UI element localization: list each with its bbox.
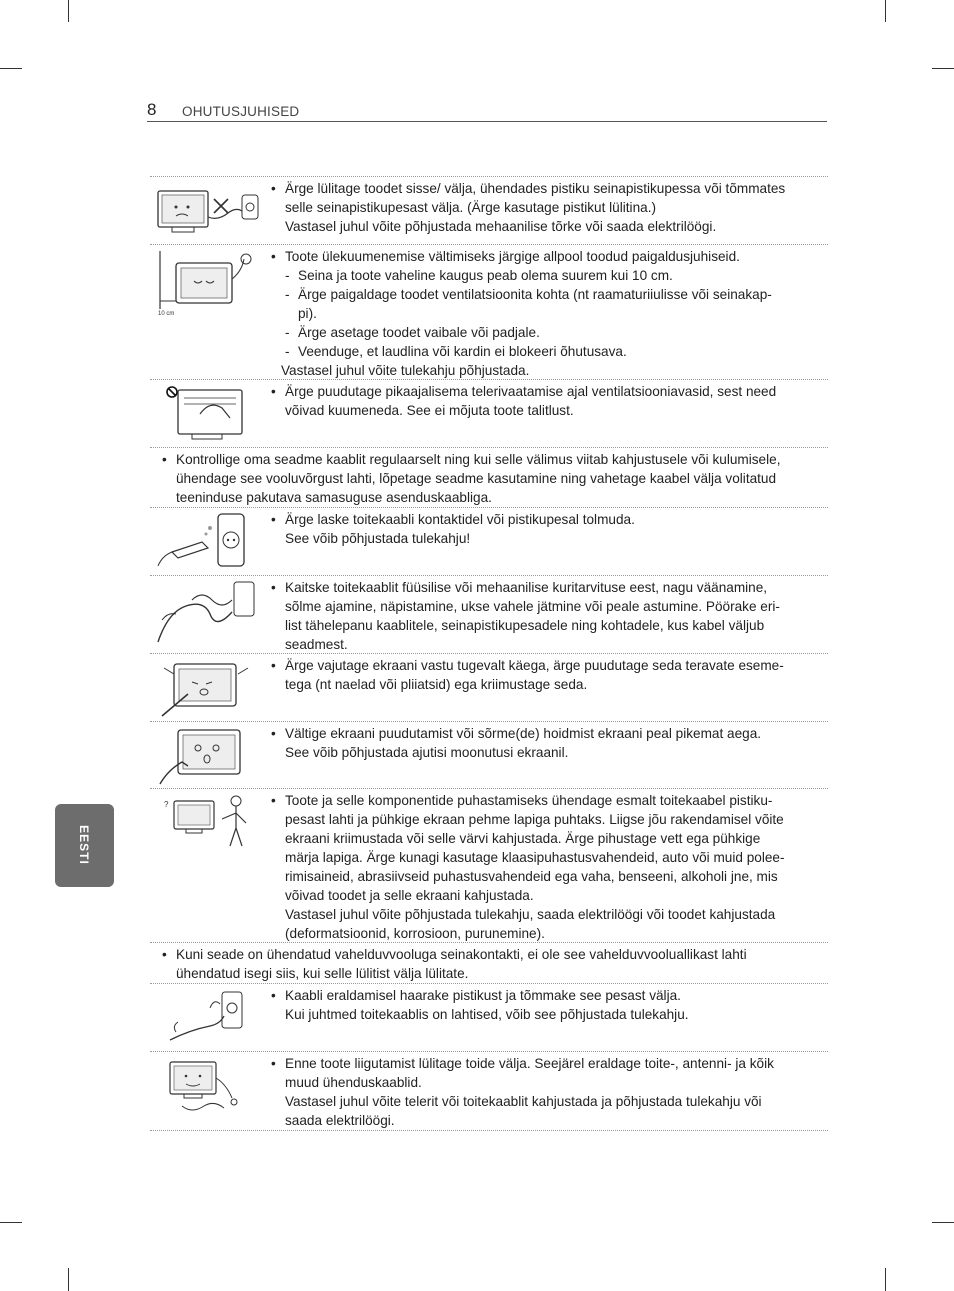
safety-text: • Kaabli eraldamisel haarake pistikust ja tõmmake see pesast välja. Kui juhtmed toitekaablis on lahtised, võib see põhjustada tulekahju. bbox=[271, 986, 816, 1024]
ventilation-illustration bbox=[152, 249, 264, 321]
safety-text: • Toote ja selle komponentide puhastamiseks ühendage esmalt toitekaabel pistiku- pesast lahti ja pühkige ekraan pehme lapiga puhtaks. Liigse jõu rakendamisel võite ekraani kriimustada või selle värvi kahjustada. Ärge pihustage vett ega pühkige märja lapiga. Ärge kunagi kasutage klaasipuhastusvahendeid, auto või muid polee- rimisaineid, abrasiivseid puhastusvahendeid ega vaha, benseeni, alkoholi jne, mis võivad toodet ja selle ekraani kahjustada. Vastasel juhul võite põhjustada tulekahju, saada elektrilöögi või toodet kahjustada (deformatsioonid, korrosioon, purunemine). bbox=[271, 791, 816, 943]
cable-twist-illustration bbox=[152, 580, 264, 648]
safety-item bbox=[150, 1051, 828, 1131]
header-divider bbox=[147, 121, 827, 122]
crop-mark bbox=[885, 1268, 886, 1291]
crop-mark bbox=[932, 1222, 954, 1223]
vent-no-touch-illustration bbox=[152, 384, 264, 444]
safety-item bbox=[150, 244, 828, 379]
crop-mark bbox=[68, 1268, 69, 1291]
tv-plug-illustration bbox=[152, 181, 264, 241]
safety-item bbox=[150, 788, 828, 942]
safety-item bbox=[150, 983, 828, 1051]
language-tab bbox=[55, 804, 114, 887]
move-tv-illustration bbox=[152, 1056, 264, 1116]
crop-mark bbox=[885, 0, 886, 22]
safety-item bbox=[150, 447, 828, 507]
crop-mark bbox=[0, 1222, 22, 1223]
crop-mark bbox=[932, 68, 954, 69]
safety-text: • Ärge laske toitekaabli kontaktidel või pistikupesal tolmuda. See võib põhjustada tulekahju! bbox=[271, 510, 816, 548]
safety-item bbox=[150, 942, 828, 983]
safety-text: • Kontrollige oma seadme kaablit regulaarselt ning kui selle välimus viitab kahjustusele või kulumisele, ühendage see vooluvõrgust lahti, lõpetage seadme kasutamine ning vahetage kaabel välja volitatud teeninduse pakutava samasuguse asenduskaabliga. bbox=[162, 450, 816, 507]
section-title: OHUTUSJUHISED bbox=[182, 104, 300, 119]
safety-item bbox=[150, 653, 828, 721]
page-number: 8 bbox=[147, 100, 157, 119]
safety-text: • Ärge lülitage toodet sisse/ välja, ühendades pistiku seinapistikupessa või tõmmates selle seinapistikupesast välja. (Ärge kasutage pistikut lülitina.) Vastasel juhul võite põhjustada mehaanilise tõrke või saada elektrilöögi. bbox=[271, 179, 816, 236]
unplug-grip-illustration bbox=[152, 988, 264, 1048]
safety-item bbox=[150, 721, 828, 788]
crop-mark bbox=[0, 68, 22, 69]
safety-item bbox=[150, 176, 828, 244]
safety-text: • Enne toote liigutamist lülitage toide välja. Seejärel eraldage toite-, antenni- ja kõik muud ühenduskaablid. Vastasel juhul võite telerit või toitekaablit kahjustada ja põhjustada tulekahju või saada elektrilöögi. bbox=[271, 1054, 816, 1130]
crop-mark bbox=[68, 0, 69, 22]
safety-item bbox=[150, 575, 828, 653]
safety-text: • Vältige ekraani puudutamist või sõrme(de) hoidmist ekraani peal pikemat aega. See võib põhjustada ajutisi moonutusi ekraanil. bbox=[271, 724, 816, 762]
cleaning-illustration bbox=[152, 793, 264, 853]
safety-item bbox=[150, 507, 828, 575]
safety-text: • Kaitske toitekaablit füüsilise või mehaanilise kuritarvituse eest, nagu väänamine, sõlme ajamine, näpistamine, ukse vahele jätmine või peale astumine. Pöörake eri- list tähelepanu kaablitele, seinapistikupesadele ning kohtadele, kus kabel väljub seadmest. bbox=[271, 578, 816, 654]
svg-text:?: ? bbox=[164, 800, 169, 809]
safety-item bbox=[150, 379, 828, 447]
safety-text: • Kuni seade on ühendatud vahelduvvooluga seinakontakti, ei ole see vahelduvvooluallikast lahti ühendatud isegi siis, kui selle lülitist välja lülitate. bbox=[162, 945, 816, 983]
language-tab-label: EESTI bbox=[77, 825, 91, 865]
dusty-plug-illustration bbox=[152, 512, 264, 572]
finger-screen-illustration bbox=[152, 726, 264, 786]
safety-text: • Toote ülekuumenemise vältimiseks järgige allpool toodud paigaldusjuhiseid. - Seina ja toote vaheline kaugus peab olema suurem kui 10 cm. - Ärge paigaldage toodet ventilatsioonita kohta (nt raamaturiiulisse või seinakap- pi). - Ärge asetage toodet vaibale või padjale. - Veenduge, et laudlina või kardin ei blokeeri õhutusava. Vastasel juhul võite tulekahju põhjustada. bbox=[271, 247, 816, 380]
safety-text: • Ärge puudutage pikaajalisema telerivaatamise ajal ventilatsiooniavasid, sest need võivad kuumeneda. See ei mõjuta toote talitlust. bbox=[271, 382, 816, 420]
distance-label: 10 cm bbox=[158, 311, 175, 317]
screen-press-illustration bbox=[152, 658, 264, 718]
safety-text: • Ärge vajutage ekraani vastu tugevalt käega, ärge puudutage seda teravate eseme- tega (nt naelad või pliiatsid) ega kriimustage seda. bbox=[271, 656, 816, 694]
